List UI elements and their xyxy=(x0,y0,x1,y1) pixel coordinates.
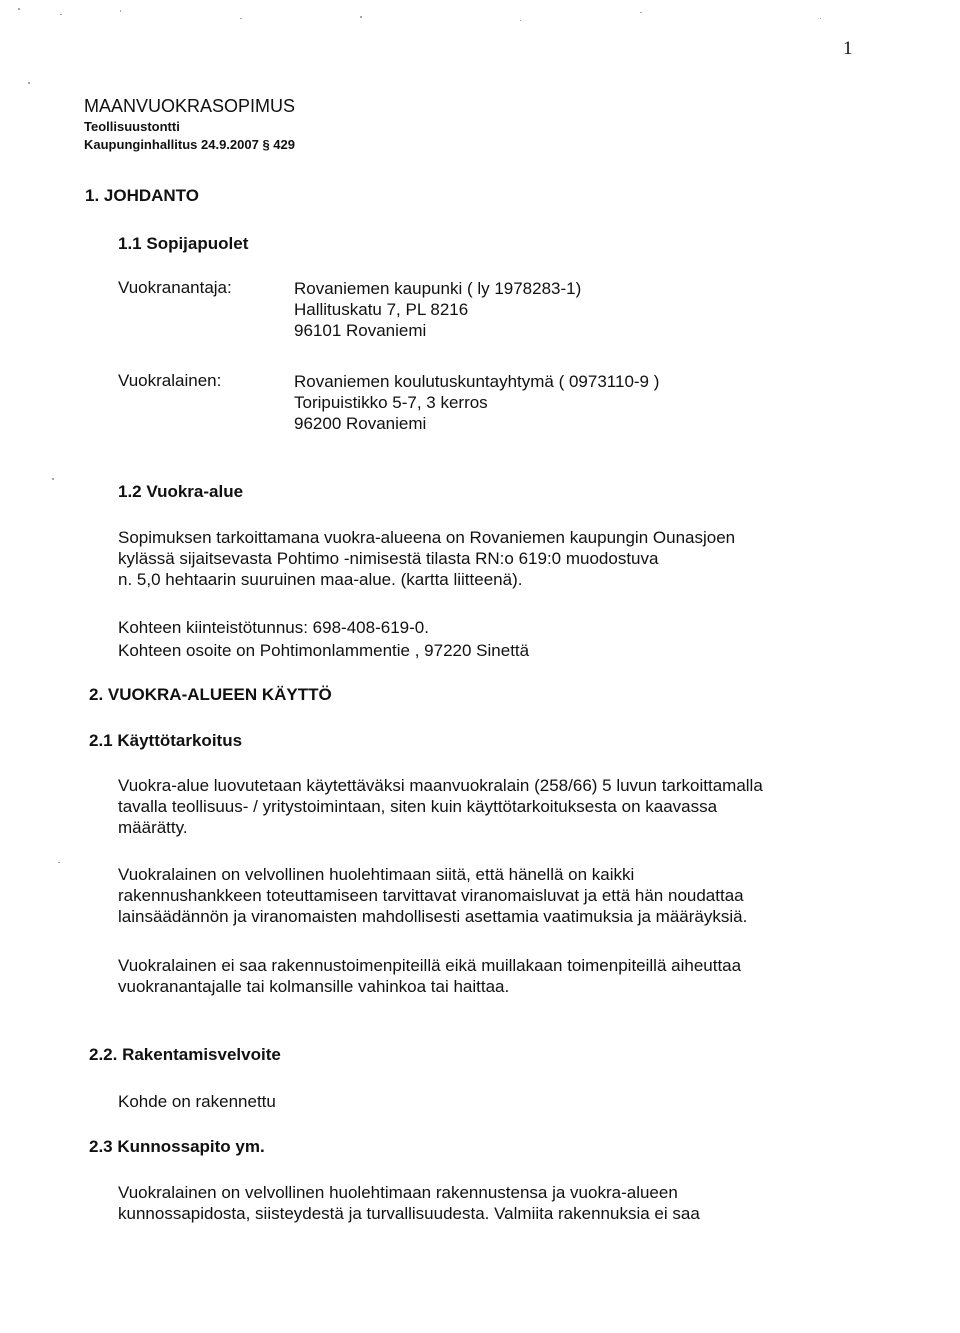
subsection-heading: 1.1 Sopijapuolet xyxy=(118,234,249,253)
maintenance-paragraph xyxy=(118,1182,700,1224)
scan-speck xyxy=(520,20,521,21)
lease-area-paragraph xyxy=(118,527,735,590)
lessee-line: Toripuistikko 5-7, 3 kerros xyxy=(294,393,488,412)
scan-speck xyxy=(18,8,20,10)
paragraph-line: Vuokra-alue luovutetaan käytettäväksi maanvuokralain (258/66) 5 luvun tarkoittamalla xyxy=(118,776,763,795)
section-heading: 1. JOHDANTO xyxy=(85,186,199,205)
scan-speck xyxy=(820,18,821,19)
paragraph-line: kunnossapidosta, siisteydestä ja turvallisuudesta. Valmiita rakennuksia ei saa xyxy=(118,1204,700,1223)
lessee-label: Vuokralainen: xyxy=(118,371,222,390)
scan-speck xyxy=(360,16,362,18)
paragraph-line: määrätty. xyxy=(118,818,188,837)
scan-speck xyxy=(240,18,242,19)
subsection-heading: 2.3 Kunnossapito ym. xyxy=(89,1137,265,1156)
lessee-line: Rovaniemen koulutuskuntayhtymä ( 0973110-9 ) xyxy=(294,372,660,391)
subsection-heading: 1.2 Vuokra-alue xyxy=(118,482,244,501)
permits-paragraph xyxy=(118,864,747,927)
lessor-label: Vuokranantaja: xyxy=(118,278,232,297)
purpose-paragraph xyxy=(118,775,763,838)
paragraph-line: kylässä sijaitsevasta Pohtimo -nimisestä tilasta RN:o 619:0 muodostuva xyxy=(118,549,659,568)
scan-speck xyxy=(28,82,30,84)
lessor-details xyxy=(294,278,581,341)
lessor-line: Hallituskatu 7, PL 8216 xyxy=(294,300,469,319)
paragraph-line: Vuokralainen on velvollinen huolehtimaan rakennustensa ja vuokra-alueen xyxy=(118,1183,678,1202)
paragraph-line: n. 5,0 hehtaarin suuruinen maa-alue. (kartta liitteenä). xyxy=(118,570,523,589)
scan-speck xyxy=(640,12,642,13)
lessee-line: 96200 Rovaniemi xyxy=(294,414,427,433)
paragraph-line: Vuokralainen ei saa rakennustoimenpiteillä eikä muillakaan toimenpiteillä aiheuttaa xyxy=(118,956,742,975)
scan-speck xyxy=(58,862,60,863)
lessor-line: 96101 Rovaniemi xyxy=(294,321,427,340)
subsection-heading: 2.2. Rakentamisvelvoite xyxy=(89,1045,281,1064)
paragraph-line: tavalla teollisuus- / yritystoimintaan, siten kuin käyttötarkoituksesta on kaavassa xyxy=(118,797,718,816)
decision-reference: Kaupunginhallitus 24.9.2007 § 429 xyxy=(84,137,295,152)
property-id: Kohteen kiinteistötunnus: 698-408-619-0. xyxy=(118,618,429,637)
damage-paragraph xyxy=(118,955,741,997)
scan-speck xyxy=(60,14,62,15)
paragraph-line: vuokranantajalle tai kolmansille vahinkoa tai haittaa. xyxy=(118,977,510,996)
lessee-details xyxy=(294,371,659,434)
lessor-line: Rovaniemen kaupunki ( ly 1978283-1) xyxy=(294,279,582,298)
document-title: MAANVUOKRASOPIMUS xyxy=(84,96,296,116)
section-heading: 2. VUOKRA-ALUEEN KÄYTTÖ xyxy=(89,685,332,704)
scan-speck xyxy=(52,478,54,480)
paragraph-line: Vuokralainen on velvollinen huolehtimaan siitä, että hänellä on kaikki xyxy=(118,865,635,884)
construction-status: Kohde on rakennettu xyxy=(118,1092,276,1111)
paragraph-line: Sopimuksen tarkoittamana vuokra-alueena on Rovaniemen kaupungin Ounasjoen xyxy=(118,528,736,547)
scan-speck xyxy=(120,10,121,12)
subsection-heading: 2.1 Käyttötarkoitus xyxy=(89,731,243,750)
paragraph-line: rakennushankkeen toteuttamiseen tarvittavat viranomaisluvat ja että hän noudattaa xyxy=(118,886,744,905)
document-subtitle: Teollisuustontti xyxy=(84,119,180,134)
paragraph-line: lainsäädännön ja viranomaisten mahdollisesti asettamia vaatimuksia ja määräyksiä. xyxy=(118,907,748,926)
property-address: Kohteen osoite on Pohtimonlammentie , 97220 Sinettä xyxy=(118,641,530,660)
page-number: 1 xyxy=(843,38,853,59)
